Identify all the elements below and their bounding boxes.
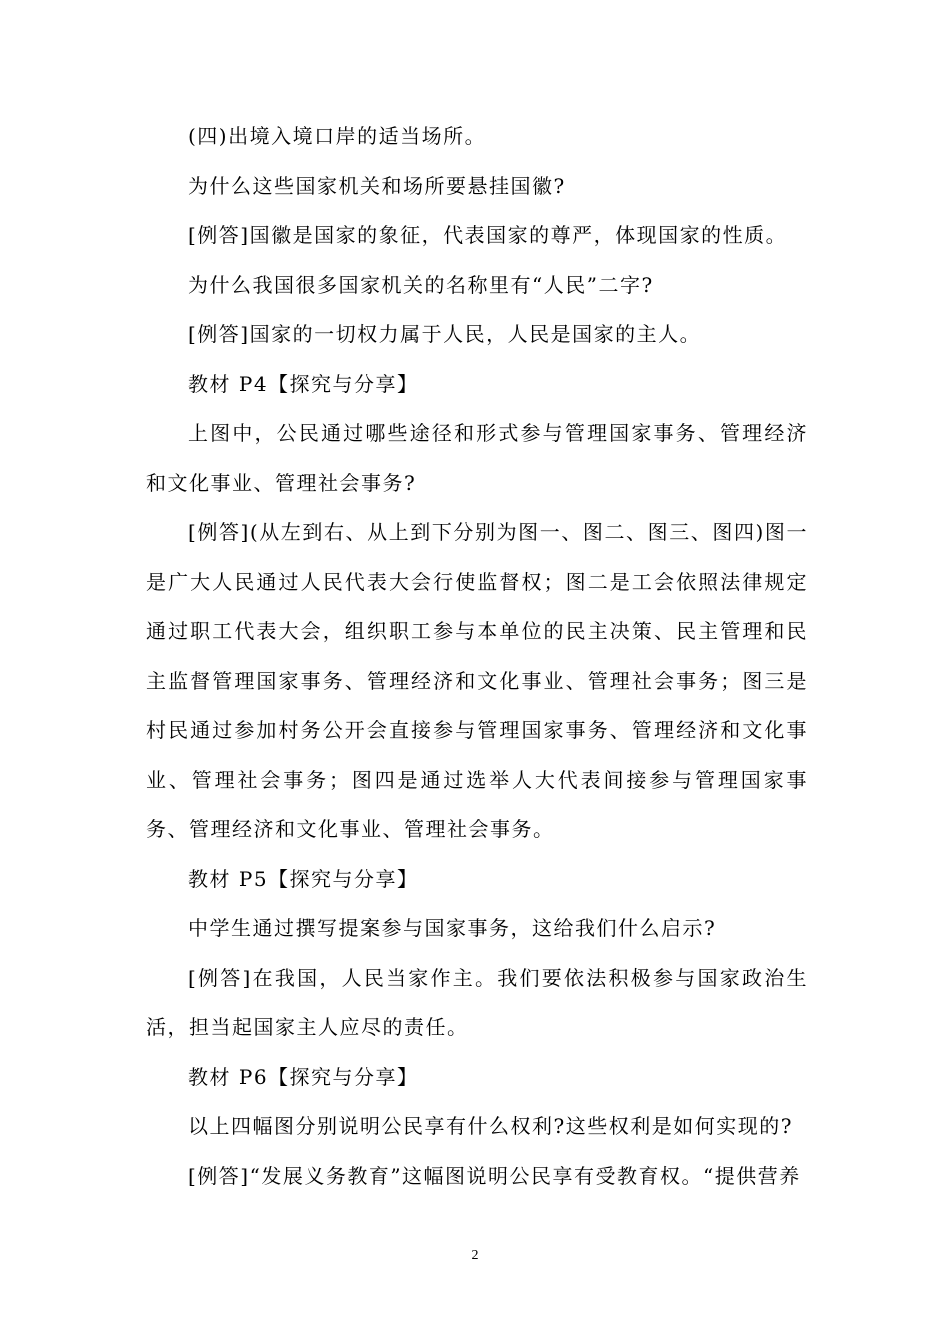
paragraph-question-p5: 中学生通过撰写提案参与国家事务，这给我们什么启示? (188, 916, 717, 940)
paragraph-answer-p5: [例答]在我国，人民当家作主。我们要依法积极参与国家政治生活，担当起国家主人应尽的责任。 (146, 965, 808, 1039)
paragraph-answer-people: [例答]国家的一切权力属于人民，人民是国家的主人。 (188, 322, 702, 346)
paragraph-answer-p4: [例答](从左到右、从上到下分别为图一、图二、图三、图四)图一是广大人民通过人民代表大会行使监督权；图二是工会依照法律规定通过职工代表大会，组织职工参与本单位的民主决策、民主管理和民主监督管理国家事务、管理经济和文化事业、管理社会事务；图三是村民通过参加村务公开会直接参与管理国家事务、管理经济和文化事业、管理社会事务；图四是通过选举人大代表间接参与管理国家事务、管理经济和文化事业、管理社会事务。 (146, 520, 808, 841)
paragraph-question-p4: 上图中，公民通过哪些途径和形式参与管理国家事务、管理经济和文化事业、管理社会事务? (146, 421, 808, 495)
paragraph-answer-emblem: [例答]国徽是国家的象征，代表国家的尊严，体现国家的性质。 (188, 223, 788, 247)
paragraph-question-p6: 以上四幅图分别说明公民享有什么权利?这些权利是如何实现的? (188, 1114, 793, 1138)
document-body (146, 112, 808, 1201)
paragraph-question-people: 为什么我国很多国家机关的名称里有“人民”二字? (188, 272, 654, 297)
section-heading-p5: 教材 P5【探究与分享】 (188, 866, 419, 891)
section-heading-p6: 教材 P6【探究与分享】 (188, 1064, 419, 1089)
paragraph-question-emblem: 为什么这些国家机关和场所要悬挂国徽? (188, 173, 566, 198)
section-heading-p4: 教材 P4【探究与分享】 (188, 371, 419, 396)
paragraph-border-ports: (四)出境入境口岸的适当场所。 (188, 124, 487, 148)
paragraph-answer-p6: [例答]“发展义务教育”这幅图说明公民享有受教育权。“提供营养 (188, 1163, 801, 1188)
page-number: 2 (471, 1248, 479, 1263)
